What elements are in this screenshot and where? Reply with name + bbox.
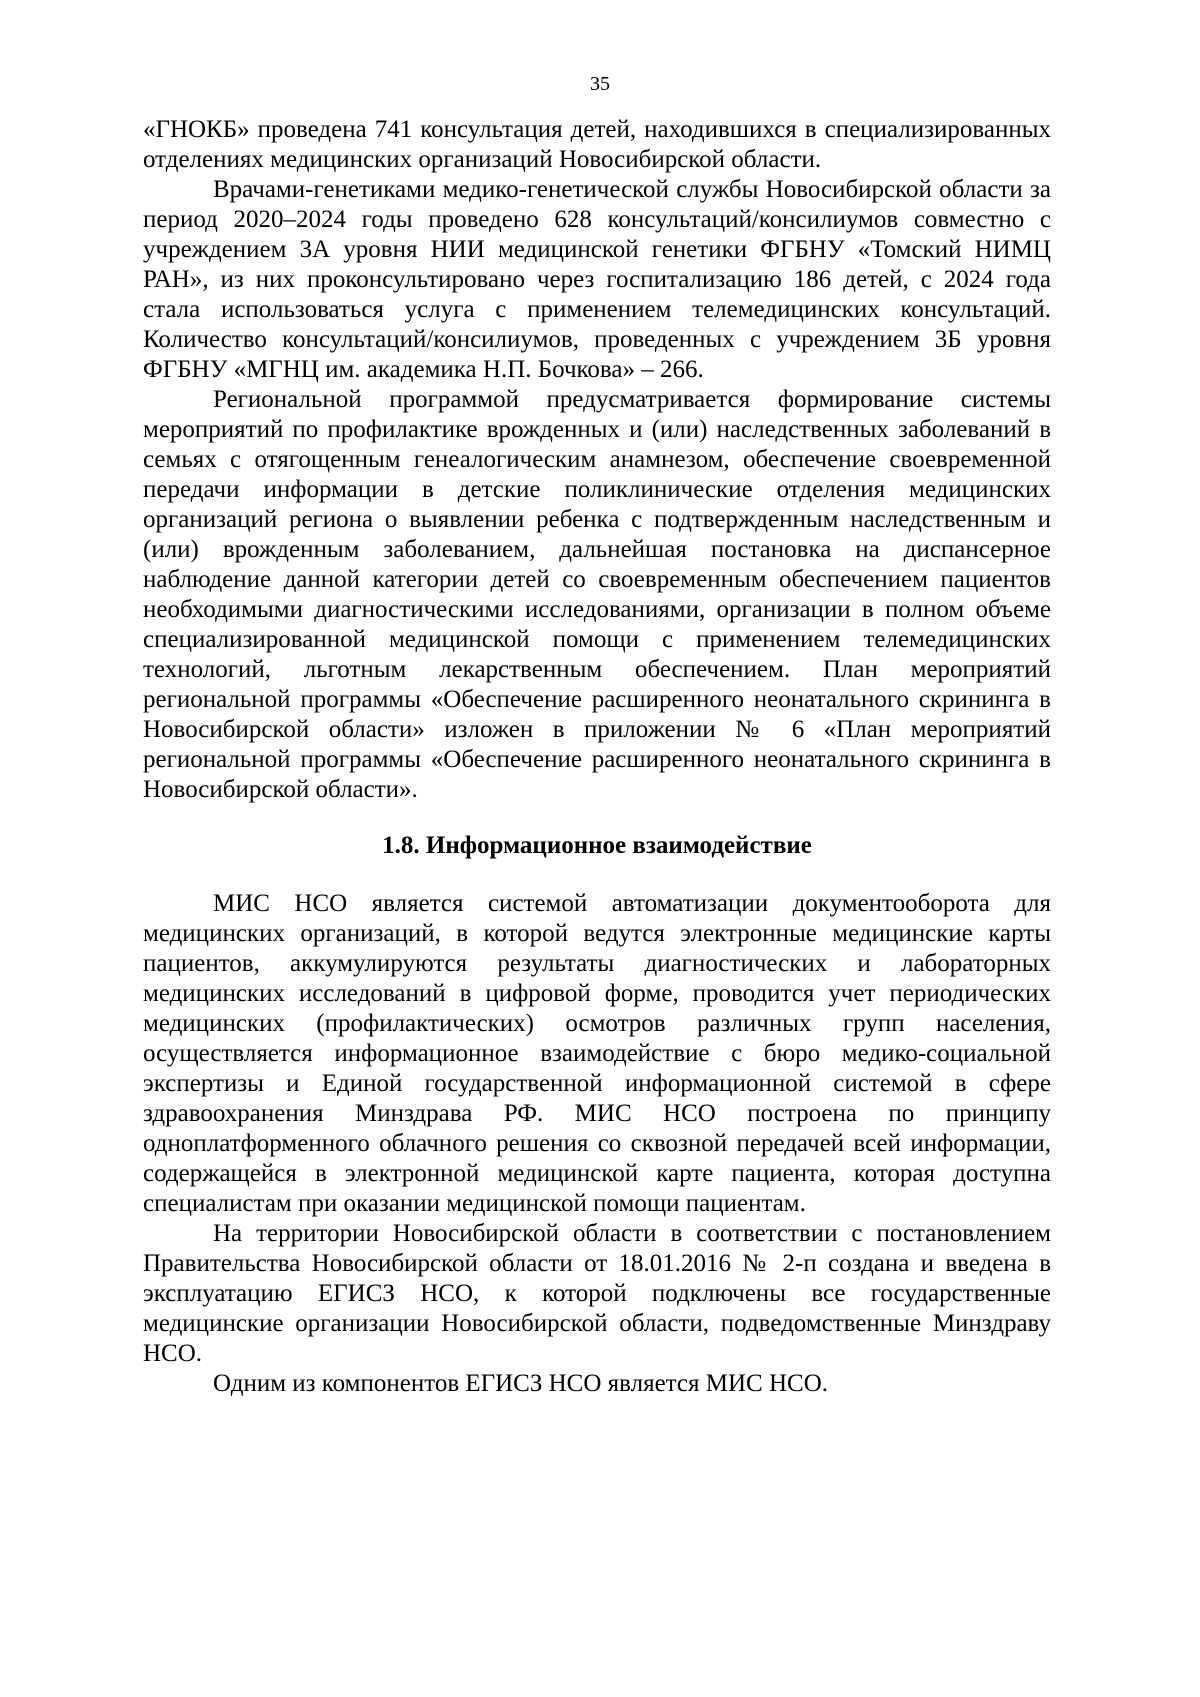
paragraph: На территории Новосибирской области в соответствии с постановлением Правительства Новосибирской области от 18.01.2016 № 2-п создана и введена в эксплуатацию ЕГИСЗ НСО, к которой подключены все государственные медицинские организации Новосибирской области, подведомственные Минздраву НСО. xyxy=(143,1220,1051,1367)
section-heading: 1.8. Информационное взаимодействие xyxy=(382,832,812,859)
paragraph: Врачами-генетиками медико-генетической службы Новосибирской области за период 2020–2024 годы проведено 628 консультаций/консилиумов совместно с учреждением 3А уровня НИИ медицинской генетики ФГБНУ «Томский НИМЦ РАН», из них проконсультировано через госпитализацию 186 детей, с 2024 года стала использоваться услуга с применением телемедицинских консультаций. Количество консультаций/консилиумов, проведенных с учреждением 3Б уровня ФГБНУ «МГНЦ им. академика Н.П. Бочкова» – 266. xyxy=(143,176,1051,383)
paragraph: Региональной программой предусматривается формирование системы мероприятий по профилактике врожденных и (или) наследственных заболеваний в семьях с отягощенным генеалогическим анамнезом, обеспечение своевременной передачи информации в детские поликлинические отделения медицинских организаций региона о выявлении ребенка с подтвержденным наследственным и (или) врожденным заболеванием, дальнейшая постановка на диспансерное наблюдение данной категории детей со своевременным обеспечением пациентов необходимыми диагностическими исследованиями, организации в полном объеме специализированной медицинской помощи с применением телемедицинских технологий, льготным лекарственным обеспечением. План мероприятий региональной программы «Обеспечение расширенного неонатального скрининга в Новосибирской области» изложен в приложении № 6 «План мероприятий региональной программы «Обеспечение расширенного неонатального скрининга в Новосибирской области». xyxy=(143,386,1051,803)
paragraph: Одним из компонентов ЕГИСЗ НСО является МИС НСО. xyxy=(213,1370,829,1397)
page-number: 35 xyxy=(590,73,610,95)
paragraph: МИС НСО является системой автоматизации документооборота для медицинских организаций, в которой ведутся электронные медицинские карты пациентов, аккумулируются результаты диагностических и лабораторных медицинских исследований в цифровой форме, проводится учет периодических медицинских (профилактических) осмотров различных групп населения, осуществляется информационное взаимодействие с бюро медико-социальной экспертизы и Единой государственной информационной системой в сфере здравоохранения Минздрава РФ. МИС НСО построена по принципу одноплатформенного облачного решения со сквозной передачей всей информации, содержащейся в электронной медицинской карте пациента, которая доступна специалистам при оказании медицинской помощи пациентам. xyxy=(143,890,1051,1217)
paragraph: «ГНОКБ» проведена 741 консультация детей, находившихся в специализированных отделениях медицинских организаций Новосибирской области. xyxy=(143,116,1051,173)
page-body xyxy=(143,115,1051,1399)
